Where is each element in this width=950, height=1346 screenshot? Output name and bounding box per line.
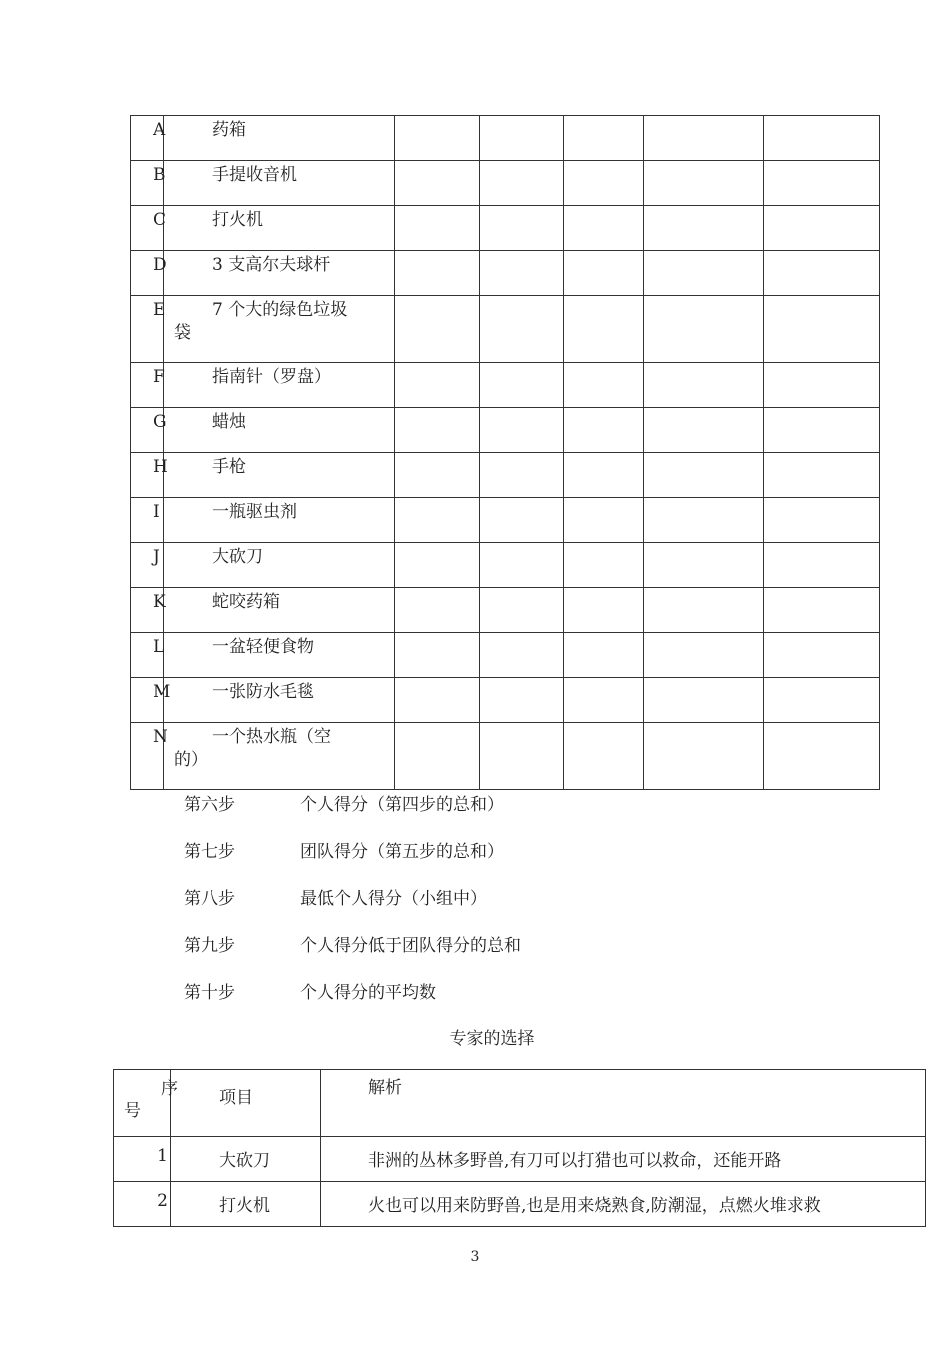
item-letter-cell	[131, 543, 164, 588]
item-letter: G	[153, 412, 167, 432]
item-letter-cell	[131, 678, 171, 723]
score-cell[interactable]	[644, 633, 764, 678]
item-name-cell	[164, 633, 395, 678]
item-letter: K	[153, 592, 166, 612]
item-name-cell	[164, 408, 395, 453]
expert-choice-table	[113, 1069, 926, 1227]
item-name: 打火机	[219, 1196, 270, 1216]
item-name: 一瓶驱虫剂	[212, 502, 297, 522]
score-cell[interactable]	[564, 678, 644, 723]
score-cell[interactable]	[395, 363, 480, 408]
table-row	[131, 296, 880, 363]
seq-number: 2	[157, 1191, 168, 1211]
item-letter-cell	[131, 296, 164, 363]
item-letter-cell	[131, 453, 168, 498]
page-number: 3	[470, 1249, 480, 1265]
item-letter-cell	[131, 116, 164, 161]
score-cell[interactable]	[395, 296, 480, 363]
score-cell[interactable]	[764, 251, 880, 296]
table-row	[114, 1182, 926, 1227]
table-row	[131, 206, 880, 251]
table-row	[131, 498, 880, 543]
item-name-cell	[164, 296, 395, 363]
seq-number: 1	[157, 1146, 168, 1166]
score-cell[interactable]	[644, 363, 764, 408]
score-cell[interactable]	[480, 251, 564, 296]
score-cell[interactable]	[764, 723, 880, 790]
item-name: 打火机	[212, 210, 263, 230]
item-name: 蜡烛	[212, 412, 246, 432]
item-name-cell	[164, 588, 395, 633]
score-cell[interactable]	[395, 723, 480, 790]
item-letter: E	[153, 300, 166, 320]
item-letter: A	[153, 120, 166, 140]
score-cell[interactable]	[564, 116, 644, 161]
analysis-text: 火也可以用来防野兽,也是用来烧熟食,防潮湿，点燃火堆求救	[368, 1196, 821, 1216]
analysis-text: 非洲的丛林多野兽,有刀可以打猎也可以救命，还能开路	[368, 1151, 782, 1171]
item-name: 一个热水瓶（空	[212, 727, 331, 747]
step-line	[184, 884, 487, 909]
item-letter: L	[153, 637, 165, 657]
score-cell[interactable]	[764, 453, 880, 498]
item-letter: F	[153, 367, 165, 387]
item-letter-cell	[131, 723, 168, 790]
score-cell[interactable]	[480, 498, 564, 543]
score-cell[interactable]	[764, 206, 880, 251]
item-letter-cell	[131, 251, 167, 296]
score-cell[interactable]	[564, 723, 644, 790]
score-cell[interactable]	[395, 498, 480, 543]
step-text: 个人得分的平均数	[300, 983, 436, 1003]
item-letter-cell	[131, 498, 164, 543]
analysis-header-label: 解析	[368, 1078, 402, 1098]
item-name: 手枪	[212, 457, 246, 477]
table-row	[131, 453, 880, 498]
score-cell[interactable]	[395, 633, 480, 678]
item-name-cell	[164, 453, 395, 498]
item-letter: D	[153, 255, 167, 275]
step-line	[184, 790, 504, 815]
step-number: 第七步	[184, 842, 235, 862]
table-row	[131, 251, 880, 296]
score-cell[interactable]	[480, 723, 564, 790]
score-cell[interactable]	[644, 161, 764, 206]
item-name-cell	[164, 678, 395, 723]
item-name: 大砍刀	[219, 1151, 270, 1171]
item-letter-cell	[131, 588, 164, 633]
score-cell[interactable]	[480, 543, 564, 588]
table-row	[131, 408, 880, 453]
item-name-continued: 的）	[174, 750, 208, 770]
score-cell[interactable]	[764, 543, 880, 588]
table-row	[131, 588, 880, 633]
table-row	[131, 363, 880, 408]
expert-table-header	[114, 1070, 926, 1137]
score-cell[interactable]	[395, 206, 480, 251]
score-cell[interactable]	[480, 633, 564, 678]
score-cell[interactable]	[644, 498, 764, 543]
score-cell[interactable]	[480, 206, 564, 251]
item-letter-cell	[131, 161, 164, 206]
step-line	[184, 978, 436, 1003]
score-cell[interactable]	[764, 588, 880, 633]
score-cell[interactable]	[564, 206, 644, 251]
score-cell[interactable]	[644, 206, 764, 251]
analysis-header-cell	[321, 1070, 926, 1137]
item-name: 一盆轻便食物	[212, 637, 314, 657]
item-name: 3 支高尔夫球杆	[212, 255, 331, 275]
step-text: 个人得分低于团队得分的总和	[300, 936, 521, 956]
item-letter: B	[153, 165, 166, 185]
item-letter-cell	[131, 363, 164, 408]
item-letter-cell	[131, 206, 167, 251]
table-row	[131, 116, 880, 161]
score-cell[interactable]	[564, 588, 644, 633]
item-letter: H	[153, 457, 168, 477]
item-name-cell	[164, 723, 395, 790]
step-number: 第九步	[184, 936, 235, 956]
score-cell[interactable]	[644, 296, 764, 363]
score-cell[interactable]	[764, 116, 880, 161]
score-cell[interactable]	[480, 363, 564, 408]
score-cell[interactable]	[564, 633, 644, 678]
item-name: 一张防水毛毯	[212, 682, 314, 702]
item-name-cell	[164, 363, 395, 408]
seq-header-label-a: 序	[161, 1079, 178, 1099]
score-cell[interactable]	[395, 408, 480, 453]
table-row	[131, 543, 880, 588]
item-name: 手提收音机	[212, 165, 297, 185]
step-text: 个人得分（第四步的总和）	[300, 795, 504, 815]
item-header-cell	[171, 1070, 321, 1137]
score-cell[interactable]	[764, 296, 880, 363]
step-number: 第六步	[184, 795, 235, 815]
score-cell[interactable]	[564, 498, 644, 543]
item-name: 药箱	[212, 120, 246, 140]
score-cell[interactable]	[480, 678, 564, 723]
score-cell[interactable]	[564, 363, 644, 408]
score-cell[interactable]	[564, 251, 644, 296]
score-cell[interactable]	[564, 161, 644, 206]
item-name-continued: 袋	[174, 323, 191, 343]
score-cell[interactable]	[644, 251, 764, 296]
score-cell[interactable]	[644, 116, 764, 161]
step-line	[184, 931, 521, 956]
item-name-cell	[164, 251, 395, 296]
item-name: 蛇咬药箱	[212, 592, 280, 612]
item-name: 7 个大的绿色垃圾	[212, 300, 348, 320]
score-cell[interactable]	[764, 408, 880, 453]
score-cell[interactable]	[764, 678, 880, 723]
score-cell[interactable]	[395, 453, 480, 498]
score-cell[interactable]	[480, 116, 564, 161]
table-row	[131, 633, 880, 678]
item-name-cell	[164, 161, 395, 206]
score-cell[interactable]	[395, 678, 480, 723]
item-letter: N	[153, 727, 168, 747]
step-text: 团队得分（第五步的总和）	[300, 842, 504, 862]
step-line	[184, 837, 504, 862]
item-letter: M	[153, 682, 171, 702]
step-number: 第十步	[184, 983, 235, 1003]
score-cell[interactable]	[480, 161, 564, 206]
seq-header-label-b: 号	[124, 1101, 141, 1121]
score-cell[interactable]	[395, 251, 480, 296]
table-row	[131, 723, 880, 790]
score-cell[interactable]	[564, 296, 644, 363]
score-cell[interactable]	[644, 453, 764, 498]
score-cell[interactable]	[644, 543, 764, 588]
score-cell[interactable]	[644, 678, 764, 723]
score-cell[interactable]	[480, 453, 564, 498]
score-cell[interactable]	[564, 453, 644, 498]
score-cell[interactable]	[764, 363, 880, 408]
score-cell[interactable]	[564, 408, 644, 453]
expert-choice-title: 专家的选择	[449, 1029, 535, 1049]
item-name: 大砍刀	[212, 547, 263, 567]
item-letter: J	[153, 547, 160, 567]
item-name-cell	[164, 498, 395, 543]
score-cell[interactable]	[395, 588, 480, 633]
table-row	[131, 678, 880, 723]
score-cell[interactable]	[480, 296, 564, 363]
table-row	[114, 1137, 926, 1182]
score-cell[interactable]	[480, 588, 564, 633]
table-row	[131, 161, 880, 206]
step-text: 最低个人得分（小组中）	[300, 889, 487, 909]
item-name: 指南针（罗盘）	[212, 367, 331, 387]
score-cell[interactable]	[644, 723, 764, 790]
score-cell[interactable]	[764, 633, 880, 678]
score-cell[interactable]	[764, 498, 880, 543]
score-cell[interactable]	[644, 408, 764, 453]
score-cell[interactable]	[395, 116, 480, 161]
step-number: 第八步	[184, 889, 235, 909]
seq-header-cell	[114, 1070, 178, 1137]
item-letter-cell	[131, 408, 167, 453]
item-header-label: 项目	[219, 1088, 253, 1108]
item-name-cell	[164, 543, 395, 588]
score-cell[interactable]	[395, 543, 480, 588]
score-cell[interactable]	[764, 161, 880, 206]
item-letter: C	[153, 210, 167, 230]
score-cell[interactable]	[644, 588, 764, 633]
item-name-cell	[164, 116, 395, 161]
item-letter-cell	[131, 633, 164, 678]
score-cell[interactable]	[395, 161, 480, 206]
score-cell[interactable]	[480, 408, 564, 453]
items-ranking-table	[130, 115, 880, 790]
score-cell[interactable]	[564, 543, 644, 588]
item-letter: I	[153, 502, 160, 522]
item-name-cell	[164, 206, 395, 251]
